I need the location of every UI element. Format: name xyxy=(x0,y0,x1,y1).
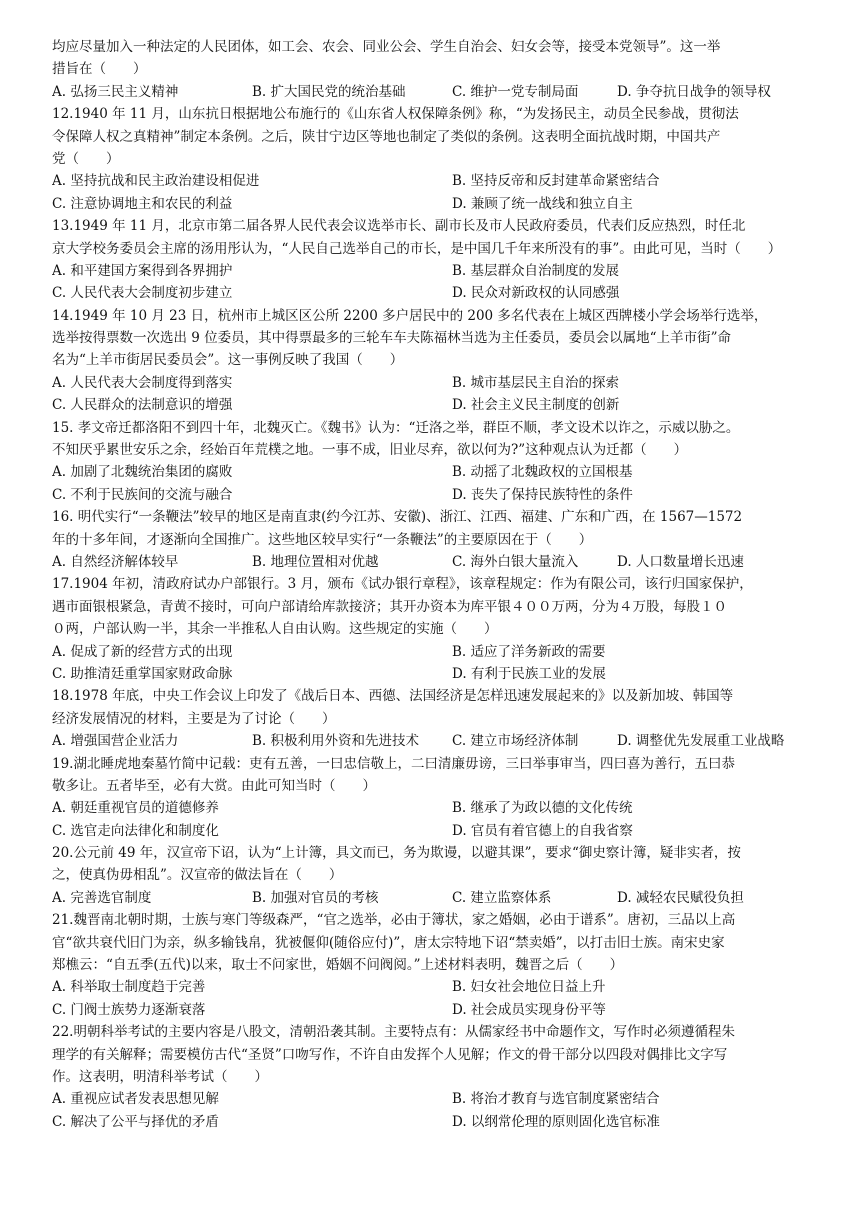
question-stem-line: 选举按得票数一次选出 9 位委员，其中得票最多的三轮车车夫陈福林当选为主任委员，委员会以属地“上羊市街”命 xyxy=(52,330,731,347)
option-a: A. 自然经济解体较早 xyxy=(52,553,179,570)
question-stem-line: 令保障人权之真精神”制定本条例。之后，陕甘宁边区等地也制定了类似的条例。这表明全面抗战时期，中国共产 xyxy=(52,128,721,145)
options-row xyxy=(52,1111,812,1133)
option-d: D. 人口数量增长迅速 xyxy=(617,553,744,570)
option-a: A. 朝廷重视官员的道德修养 xyxy=(52,800,219,817)
question-21 xyxy=(52,909,812,1021)
question-stem-line: 敬多让。五者毕至，必有大赏。由此可知当时（ ） xyxy=(52,777,376,794)
options-row xyxy=(52,394,812,416)
question-19 xyxy=(52,753,812,843)
option-a: A. 加剧了北魏统治集团的腐败 xyxy=(52,464,233,481)
options-row xyxy=(52,641,812,663)
option-b: B. 加强对官员的考核 xyxy=(252,889,379,906)
option-b: B. 动摇了北魏政权的立国根基 xyxy=(452,464,633,481)
options-row xyxy=(52,81,812,103)
question-stem-line: 20.公元前 49 年，汉宣帝下诏，认为“上计簿，具文而已，务为欺谩，以避其课”，要求“御史察计簿，疑非实者，按 xyxy=(52,845,741,862)
options-row xyxy=(52,170,812,192)
question-stem-line: 经济发展情况的材料，主要是为了讨论（ ） xyxy=(52,710,336,727)
option-c: C. 助推清廷重掌国家财政命脉 xyxy=(52,665,233,682)
question-stem-line: 理学的有关解释；需要模仿古代“圣贤”口吻写作，不许自由发挥个人见解；作文的骨干部分以四段对偶排比文字写 xyxy=(52,1046,728,1063)
option-c: C. 解决了公平与择优的矛盾 xyxy=(52,1113,219,1130)
option-d: D. 减轻农民赋役负担 xyxy=(617,889,744,906)
option-b: B. 扩大国民党的统治基础 xyxy=(252,83,406,100)
option-b: B. 基层群众自治制度的发展 xyxy=(452,262,620,279)
question-stem-line: 15. 孝文帝迁都洛阳不到四十年，北魏灭亡。《魏书》认为：“迁洛之举，群臣不顺，孝文设术以诈之，示威以胁之。 xyxy=(52,419,740,436)
question-16 xyxy=(52,506,812,573)
question-stem-line: 遇市面银根紧急，青黄不接时，可向户部请给库款接济；其开办资本为库平银４００万两，分为４万股，每股１０ xyxy=(52,598,727,615)
options-row xyxy=(52,976,812,998)
options-row xyxy=(52,260,812,282)
option-a: A. 和平建国方案得到各界拥护 xyxy=(52,262,233,279)
option-a: A. 科举取士制度趋于完善 xyxy=(52,979,206,996)
question-17 xyxy=(52,573,812,685)
question-stem-line: 14.1949 年 10 月 23 日，杭州市上城区区公所 2200 多户居民中的 200 多名代表在上城区西牌楼小学会场举行选举， xyxy=(52,307,768,324)
options-row xyxy=(52,193,812,215)
option-d: D. 社会主义民主制度的创新 xyxy=(452,397,620,414)
question-stem-line: 之，使真伪毋相乱”。汉宣帝的做法旨在（ ） xyxy=(52,867,343,884)
option-a: A. 完善选官制度 xyxy=(52,889,152,906)
option-c: C. 人民群众的法制意识的增强 xyxy=(52,397,233,414)
options-row xyxy=(52,999,812,1021)
exam-page xyxy=(52,36,812,1133)
option-d: D. 调整优先发展重工业战略 xyxy=(617,733,785,750)
option-c: C. 建立监察体系 xyxy=(452,889,552,906)
options-row xyxy=(52,797,812,819)
question-18 xyxy=(52,685,812,752)
option-d: D. 以纲常伦理的原则固化选官标准 xyxy=(452,1113,660,1130)
question-stem-line: 19.湖北睡虎地秦墓竹简中记载：吏有五善，一曰忠信敬上，二曰清廉毋谤，三曰举事审当，四曰喜为善行，五曰恭 xyxy=(52,755,735,772)
option-b: B. 妇女社会地位日益上升 xyxy=(452,979,606,996)
options-row xyxy=(52,461,812,483)
options-row xyxy=(52,730,812,752)
question-13 xyxy=(52,215,812,305)
options-row xyxy=(52,663,812,685)
option-c: C. 选官走向法律化和制度化 xyxy=(52,822,219,839)
option-b: B. 地理位置相对优越 xyxy=(252,553,379,570)
question-11 xyxy=(52,36,812,103)
question-stem-line: 17.1904 年初，清政府试办户部银行。3 月，颁布《试办银行章程》，该章程规定：作为有限公司，该行归国家保护， xyxy=(52,576,753,593)
question-20 xyxy=(52,842,812,909)
question-stem-line: 16. 明代实行“一条鞭法”较早的地区是南直隶(约今江苏、安徽)、浙江、江西、福建、广东和广西，在 1567—1572 xyxy=(52,509,743,526)
option-c: C. 建立市场经济体制 xyxy=(452,733,579,750)
option-d: D. 兼顾了统一战线和独立自主 xyxy=(452,195,633,212)
options-row xyxy=(52,282,812,304)
option-d: D. 争夺抗日战争的领导权 xyxy=(617,83,771,100)
option-c: C. 人民代表大会制度初步建立 xyxy=(52,285,233,302)
question-stem-line: 13.1949 年 11 月，北京市第二届各界人民代表会议选举市长、副市长及市人民政府委员，代表们反应热烈，时任北 xyxy=(52,218,746,235)
option-b: B. 将治才教育与选官制度紧密结合 xyxy=(452,1091,660,1108)
option-d: D. 官员有着官德上的自我省察 xyxy=(452,822,633,839)
option-c: C. 注意协调地主和农民的利益 xyxy=(52,195,233,212)
option-d: D. 民众对新政权的认同感强 xyxy=(452,285,620,302)
option-b: B. 城市基层民主自治的探索 xyxy=(452,374,620,391)
option-c: C. 维护一党专制局面 xyxy=(452,83,579,100)
option-a: A. 人民代表大会制度得到落实 xyxy=(52,374,233,391)
question-stem-line: 年的十多年间，才逐渐向全国推广。这些地区较早实行“一条鞭法”的主要原因在于（ ） xyxy=(52,531,593,548)
question-stem-line: 22.明朝科举考试的主要内容是八股文，清朝沿袭其制。主要特点有：从儒家经书中命题作文，写作时必须遵循程朱 xyxy=(52,1024,735,1041)
question-stem-line: 均应尽量加入一种法定的人民团体，如工会、农会、同业公会、学生自治会、妇女会等，接受本党领导”。这一举 xyxy=(52,39,721,55)
question-stem-line: 措旨在（ ） xyxy=(52,61,147,78)
question-stem-line: 作。这表明，明清科举考试（ ） xyxy=(52,1068,268,1085)
question-12 xyxy=(52,103,812,215)
option-b: B. 积极利用外资和先进技术 xyxy=(252,733,420,750)
options-row xyxy=(52,484,812,506)
question-stem-line: ０两，户部认购一半，其余一半推私人自由认购。这些规定的实施（ ） xyxy=(52,621,498,638)
options-row xyxy=(52,372,812,394)
question-15 xyxy=(52,417,812,507)
options-row xyxy=(52,551,812,573)
question-stem-line: 党（ ） xyxy=(52,150,120,167)
option-a: A. 坚持抗战和民主政治建设相促进 xyxy=(52,173,260,190)
option-a: A. 增强国营企业活力 xyxy=(52,733,179,750)
option-a: A. 促成了新的经营方式的出现 xyxy=(52,643,233,660)
option-c: C. 不利于民族间的交流与融合 xyxy=(52,486,233,503)
question-14 xyxy=(52,305,812,417)
question-stem-line: 京大学校务委员会主席的汤用彤认为，“人民自己选举自己的市长，是中国几千年来所没有的事”。由此可见，当时（ ） xyxy=(52,240,782,257)
option-b: B. 坚持反帝和反封建革命紧密结合 xyxy=(452,173,660,190)
question-stem-line: 18.1978 年底，中央工作会议上印发了《战后日本、西德、法国经济是怎样迅速发展起来的》以及新加坡、韩国等 xyxy=(52,688,734,705)
question-stem-line: 官“欲共衰代旧门为亲，纵多输钱帛，犹被偃仰(随俗应付)”，唐太宗特地下诏“禁卖婚”，以打击旧士族。南宋史家 xyxy=(52,934,725,951)
question-stem-line: 21.魏晋南北朝时期，士族与寒门等级森严，“官之选举，必由于簿状，家之婚姻，必由于谱系”。唐初，三品以上高 xyxy=(52,912,736,929)
question-stem-line: 名为“上羊市街居民委员会”。这一事例反映了我国（ ） xyxy=(52,352,404,369)
option-d: D. 社会成员实现身份平等 xyxy=(452,1001,606,1018)
option-c: C. 海外白银大量流入 xyxy=(452,553,579,570)
option-b: B. 继承了为政以德的文化传统 xyxy=(452,800,633,817)
option-b: B. 适应了洋务新政的需要 xyxy=(452,643,606,660)
options-row xyxy=(52,820,812,842)
option-d: D. 丧失了保持民族特性的条件 xyxy=(452,486,633,503)
question-stem-line: 12.1940 年 11 月，山东抗日根据地公布施行的《山东省人权保障条例》称，“为发扬民主，动员全民参战，贯彻法 xyxy=(52,106,739,123)
option-a: A. 重视应试者发表思想见解 xyxy=(52,1091,219,1108)
question-stem-line: 不知厌乎累世安乐之余，经始百年荒樸之地。一事不成，旧业尽弃，欲以何为?”这种观点认为迁都（ ） xyxy=(52,442,688,459)
options-row xyxy=(52,887,812,909)
option-a: A. 弘扬三民主义精神 xyxy=(52,83,179,100)
question-22 xyxy=(52,1021,812,1133)
question-stem-line: 郑樵云：“自五季(五代)以来，取士不问家世，婚姻不问阀阅。”上述材料表明，魏晋之后（ ） xyxy=(52,957,624,974)
option-d: D. 有利于民族工业的发展 xyxy=(452,665,606,682)
options-row xyxy=(52,1088,812,1110)
option-c: C. 门阀士族势力逐渐衰落 xyxy=(52,1001,206,1018)
